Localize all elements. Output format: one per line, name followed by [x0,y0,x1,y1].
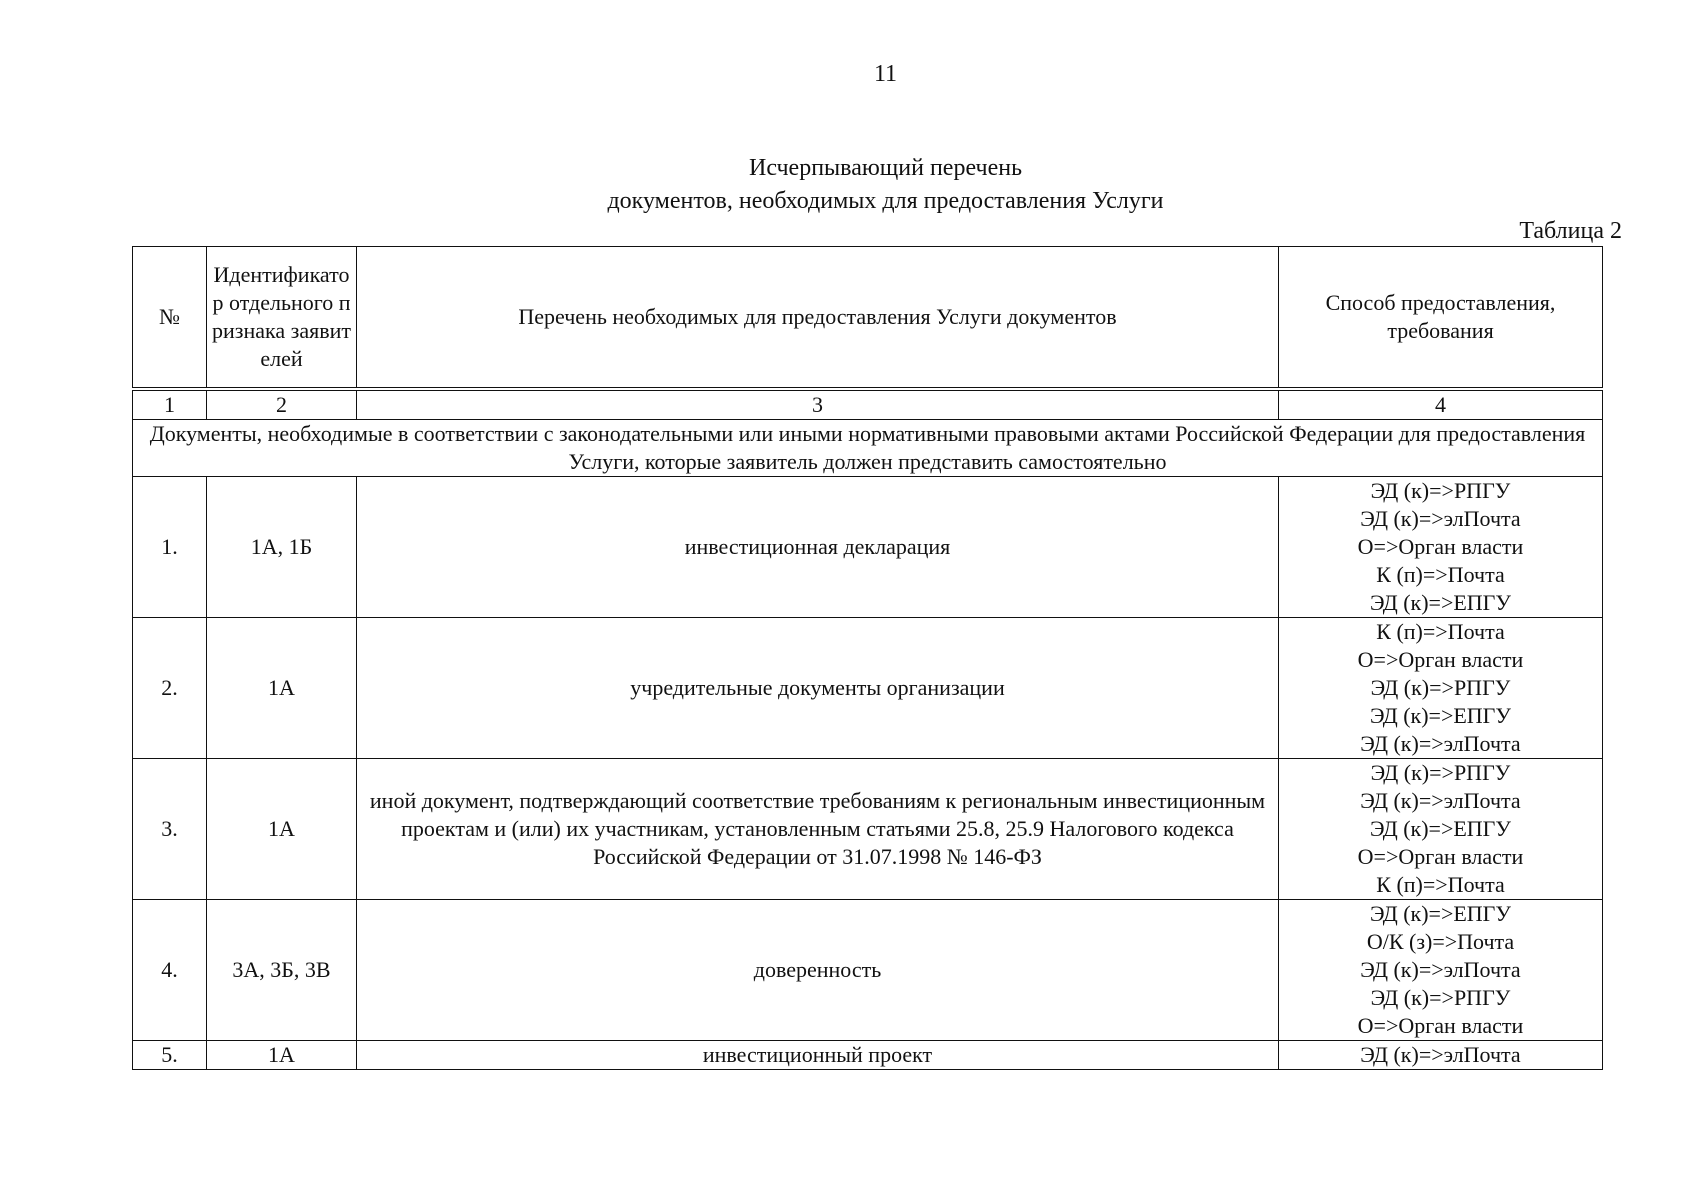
row-document: инвестиционный проект [357,1041,1279,1070]
table-header-row [133,247,1603,390]
method-item: К (п)=>Почта [1376,872,1505,897]
row-methods [1279,477,1603,618]
row-document: доверенность [357,900,1279,1041]
method-item: ЭД (к)=>элПочта [1360,1042,1521,1067]
method-item: ЭД (к)=>элПочта [1360,731,1521,756]
row-document: учредительные документы организации [357,618,1279,759]
row-number: 1. [133,477,207,618]
table-row [133,1041,1603,1070]
column-number-row [133,389,1603,420]
method-item: ЭД (к)=>РПГУ [1370,675,1511,700]
row-identifier: 1А [207,759,357,900]
method-item: ЭД (к)=>элПочта [1360,506,1521,531]
method-item: О=>Орган власти [1357,1013,1524,1038]
row-identifier: 1А, 1Б [207,477,357,618]
method-item: ЭД (к)=>РПГУ [1370,985,1511,1010]
row-number: 3. [133,759,207,900]
header-num: № [133,247,207,390]
row-number: 5. [133,1041,207,1070]
row-identifier: 1А [207,1041,357,1070]
row-methods [1279,1041,1603,1070]
method-item: О/К (з)=>Почта [1366,929,1515,954]
method-item: ЭД (к)=>элПочта [1360,788,1521,813]
column-number: 4 [1279,389,1603,420]
header-method: Способ предоставления, требования [1279,247,1603,390]
header-identifier: Идентификатор отдельного признака заявителей [207,247,357,390]
row-identifier: 3А, 3Б, 3В [207,900,357,1041]
row-methods [1279,900,1603,1041]
row-methods [1279,618,1603,759]
column-number: 1 [133,389,207,420]
document-title [0,152,1697,218]
row-number: 4. [133,900,207,1041]
table-row [133,900,1603,1041]
row-document: инвестиционная декларация [357,477,1279,618]
method-item: ЭД (к)=>ЕПГУ [1370,590,1511,615]
table-label: Таблица 2 [1519,218,1622,244]
method-item: ЭД (к)=>РПГУ [1370,760,1511,785]
method-item: О=>Орган власти [1357,844,1524,869]
method-item: ЭД (к)=>элПочта [1360,957,1521,982]
row-identifier: 1А [207,618,357,759]
method-item: ЭД (к)=>ЕПГУ [1370,703,1511,728]
column-number: 3 [357,389,1279,420]
table-row [133,477,1603,618]
column-number: 2 [207,389,357,420]
method-item: ЭД (к)=>ЕПГУ [1370,816,1511,841]
method-item: ЭД (к)=>РПГУ [1370,478,1511,503]
method-item: ЭД (к)=>ЕПГУ [1370,901,1511,926]
section-row [133,420,1603,477]
header-documents: Перечень необходимых для предоставления Услуги документов [357,247,1279,390]
page-number: 11 [873,61,898,87]
method-item: К (п)=>Почта [1376,619,1505,644]
title-line-1: Исчерпывающий перечень [748,155,1023,181]
documents-table [132,246,1603,1070]
title-line-2: документов, необходимых для предоставления Услуги [607,188,1164,214]
row-methods [1279,759,1603,900]
method-item: О=>Орган власти [1357,647,1524,672]
method-item: К (п)=>Почта [1376,562,1505,587]
section-title: Документы, необходимые в соответствии с законодательными или иными нормативными правовыми актами Российской Федерации для предоставления Услуги, которые заявитель должен представить самостоятельно [133,420,1603,477]
table-row [133,759,1603,900]
row-document: иной документ, подтверждающий соответствие требованиям к региональным инвестиционным проектам и (или) их участникам, установленным статьями 25.8, 25.9 Налогового кодекса Российской Федерации от 31.07.1998 № 146-ФЗ [357,759,1279,900]
table-row [133,618,1603,759]
row-number: 2. [133,618,207,759]
method-item: О=>Орган власти [1357,534,1524,559]
